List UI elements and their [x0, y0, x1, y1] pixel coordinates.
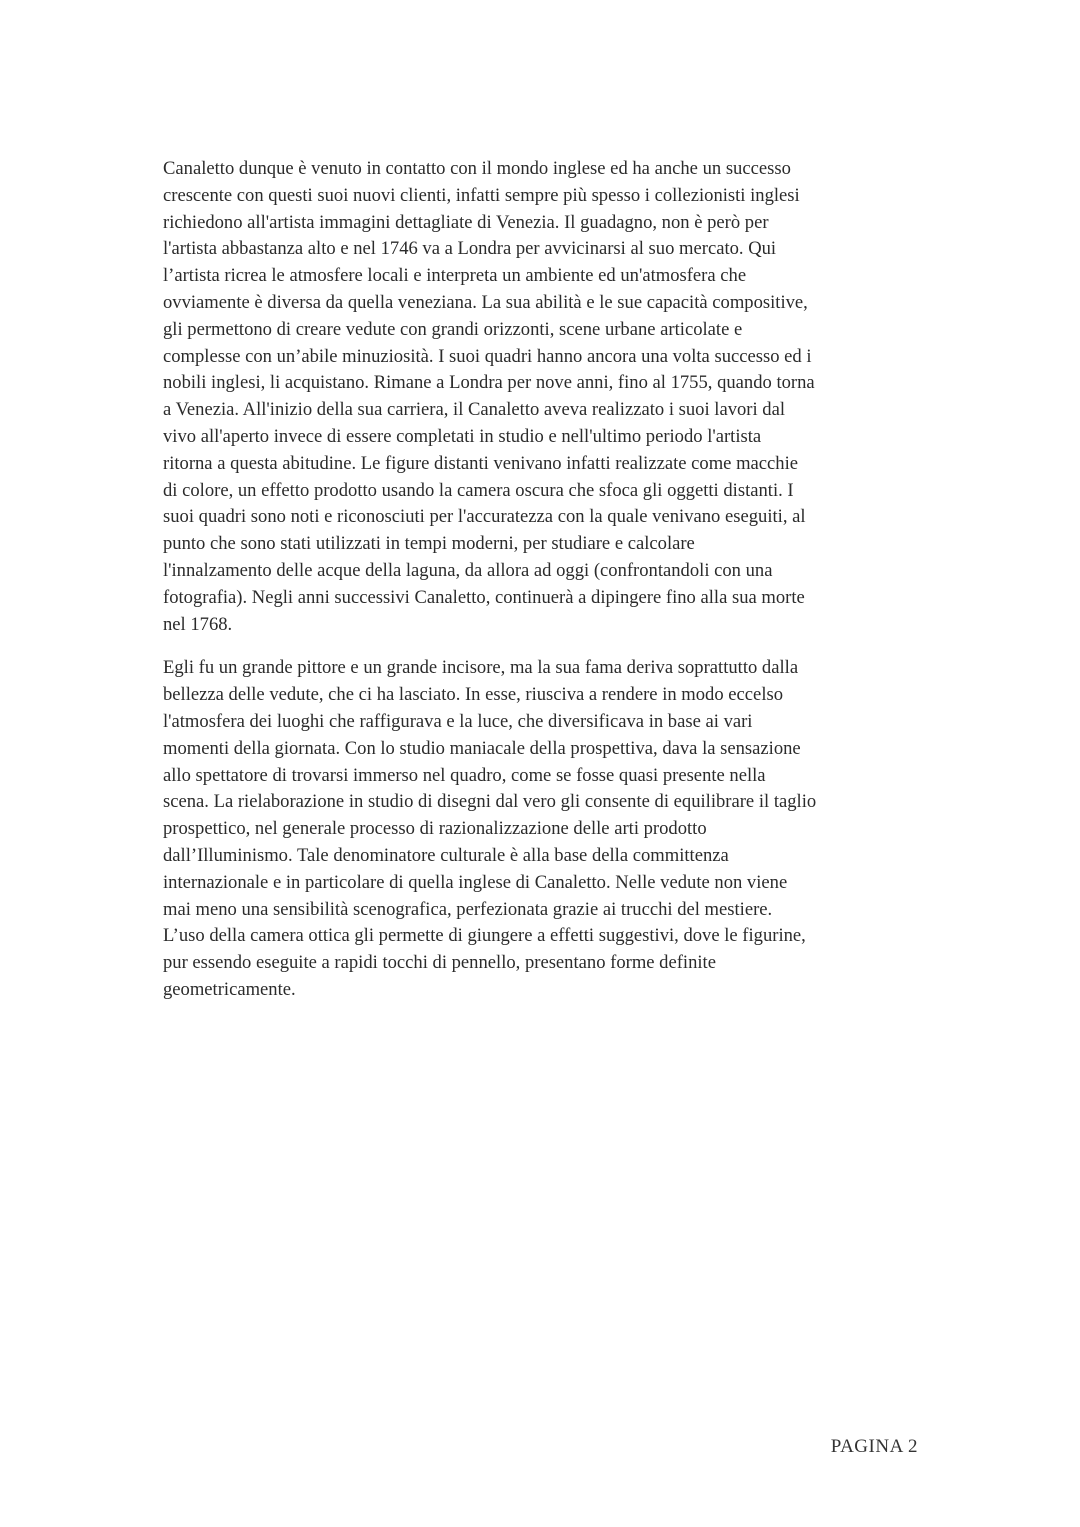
text-line: l'innalzamento delle acque della laguna, da allora ad oggi (confrontandoli con una	[163, 559, 773, 581]
page-number: PAGINA 2	[830, 1436, 918, 1457]
text-line: di colore, un effetto prodotto usando la camera oscura che sfoca gli oggetti distanti. I	[163, 479, 794, 501]
text-line: richiedono all'artista immagini dettagliate di Venezia. Il guadagno, non è però per	[163, 211, 769, 233]
text-line: scena. La rielaborazione in studio di disegni dal vero gli consente di equilibrare il taglio	[163, 791, 817, 813]
text-line: fotografia). Negli anni successivi Canaletto, continuerà a dipingere fino alla sua morte	[163, 586, 805, 608]
paragraph-2	[163, 655, 923, 1003]
text-line: ovviamente è diversa da quella veneziana. La sua abilità e le sue capacità compositive,	[163, 291, 808, 313]
text-line: dall’Illuminismo. Tale denominatore culturale è alla base della committenza	[163, 844, 729, 866]
text-line: geometricamente.	[163, 978, 296, 1000]
text-line: bellezza delle vedute, che ci ha lasciato. In esse, riusciva a rendere in modo eccelso	[163, 684, 784, 706]
text-line: internazionale e in particolare di quella inglese di Canaletto. Nelle vedute non viene	[163, 871, 788, 893]
text-line: crescente con questi suoi nuovi clienti, infatti sempre più spesso i collezionisti inglesi	[163, 184, 800, 206]
text-line: prospettico, nel generale processo di razionalizzazione delle arti prodotto	[163, 818, 707, 840]
text-line: punto che sono stati utilizzati in tempi moderni, per studiare e calcolare	[163, 533, 695, 555]
text-line: suoi quadri sono noti e riconosciuti per l'accuratezza con la quale venivano eseguiti, al	[163, 506, 806, 528]
text-line: nel 1768.	[163, 613, 233, 635]
text-line: ritorna a questa abitudine. Le figure distanti venivano infatti realizzate come macchie	[163, 452, 799, 474]
text-line: momenti della giornata. Con lo studio maniacale della prospettiva, dava la sensazione	[163, 737, 801, 759]
text-line: l'atmosfera dei luoghi che raffigurava e la luce, che diversificava in base ai vari	[163, 710, 753, 732]
text-line: mai meno una sensibilità scenografica, perfezionata grazie ai trucchi del mestiere.	[163, 898, 773, 920]
paragraph-1	[163, 156, 923, 638]
text-line: L’uso della camera ottica gli permette di giungere a effetti suggestivi, dove le figurine,	[163, 925, 806, 947]
text-line: nobili inglesi, li acquistano. Rimane a Londra per nove anni, fino al 1755, quando torna	[163, 372, 815, 394]
text-line: Egli fu un grande pittore e un grande incisore, ma la sua fama deriva soprattutto dalla	[163, 657, 799, 679]
text-line: gli permettono di creare vedute con grandi orizzonti, scene urbane articolate e	[163, 318, 743, 340]
text-line: complesse con un’abile minuziosità. I suoi quadri hanno ancora una volta successo ed i	[163, 345, 812, 367]
body-text	[163, 156, 923, 1004]
text-line: allo spettatore di trovarsi immerso nel quadro, come se fosse quasi presente nella	[163, 764, 766, 786]
text-line: vivo all'aperto invece di essere completati in studio e nell'ultimo periodo l'artista	[163, 425, 762, 447]
text-line: pur essendo eseguite a rapidi tocchi di pennello, presentano forme definite	[163, 952, 716, 974]
text-line: a Venezia. All'inizio della sua carriera, il Canaletto aveva realizzato i suoi lavori dal	[163, 399, 786, 421]
text-line: l’artista ricrea le atmosfere locali e interpreta un ambiente ed un'atmosfera che	[163, 265, 747, 287]
text-line: Canaletto dunque è venuto in contatto con il mondo inglese ed ha anche un successo	[163, 158, 791, 179]
text-line: l'artista abbastanza alto e nel 1746 va a Londra per avvicinarsi al suo mercato. Qui	[163, 238, 777, 260]
